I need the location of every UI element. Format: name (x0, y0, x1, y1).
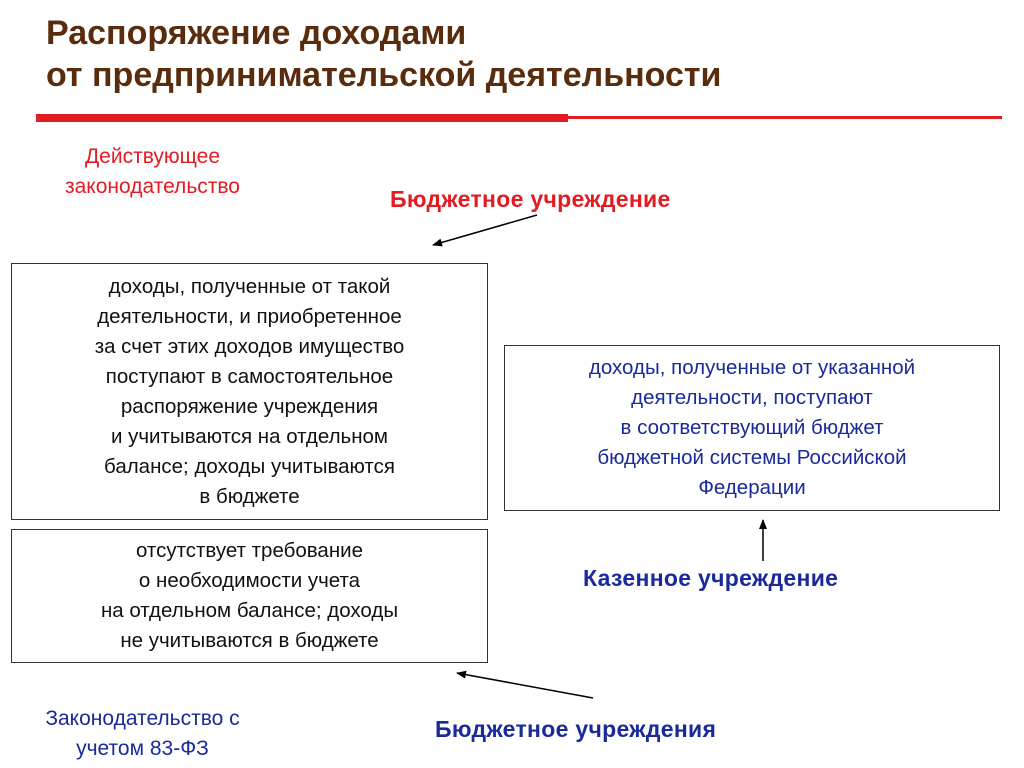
box-line: распоряжение учреждения (120, 394, 379, 418)
law-83fz-line-2: учетом 83-ФЗ (76, 737, 209, 760)
box-line: и учитываются на отдельном (110, 424, 389, 448)
box-line: бюджетной системы Российской (597, 446, 907, 469)
box-line: поступают в самостоятельное (105, 364, 394, 388)
arrow-budget-top (433, 215, 537, 245)
current-law-line-1: Действующее (84, 145, 221, 168)
arrow-budget-bottom (457, 673, 593, 698)
budget-institution-heading-top: Бюджетное учреждение (390, 186, 671, 212)
box-line: Федерации (698, 476, 806, 499)
box-line: доходы, полученные от указанной (588, 356, 916, 379)
state-institution-heading: Казенное учреждение (583, 565, 839, 591)
box-line: о необходимости учета (138, 569, 361, 592)
box-line: за счет этих доходов имущество (94, 334, 405, 358)
box-line: в бюджете (199, 484, 300, 508)
box-line: доходы, полученные от такой (108, 274, 391, 298)
box-line: деятельности, поступают (631, 386, 873, 409)
box-line: в соответствующий бюджет (620, 416, 884, 439)
box-line: на отдельном балансе; доходы (100, 599, 399, 622)
box-line: отсутствует требование (135, 539, 363, 562)
title-line-1: Распоряжение доходами (46, 14, 467, 52)
budget-institution-heading-bottom: Бюджетное учреждения (435, 716, 717, 742)
current-law-line-2: законодательство (65, 175, 240, 198)
box-line: балансе; доходы учитываются (104, 454, 395, 478)
title-line-2: от предпринимательской деятельности (46, 56, 722, 94)
law-83fz-line-1: Законодательство с (45, 707, 240, 730)
box-line: деятельности, и приобретенное (97, 304, 402, 328)
box-line: не учитываются в бюджете (120, 629, 379, 652)
